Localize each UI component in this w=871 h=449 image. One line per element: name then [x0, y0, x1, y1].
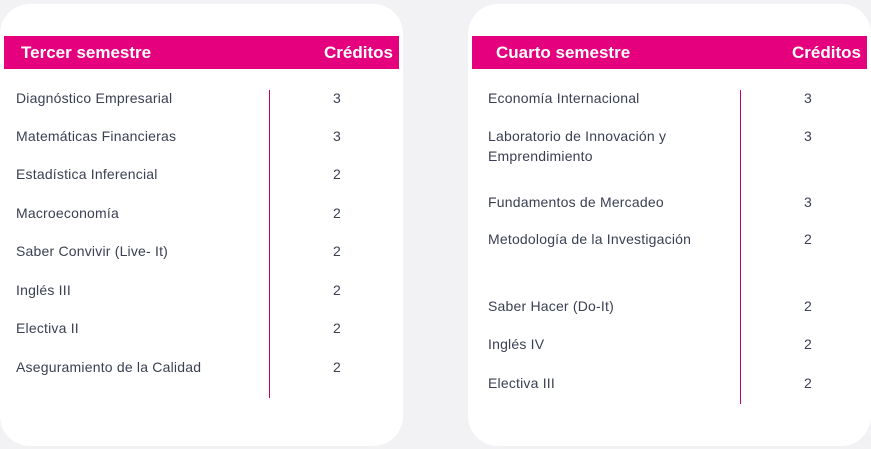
course-credits: 2 — [333, 320, 341, 336]
course-name: Diagnóstico Empresarial — [16, 90, 173, 106]
course-credits: 2 — [333, 205, 341, 221]
column-divider — [740, 90, 741, 404]
course-credits: 2 — [333, 282, 341, 298]
course-credits: 2 — [804, 231, 812, 247]
course-name: Macroeconomía — [16, 205, 119, 221]
course-name: Inglés IV — [488, 336, 545, 352]
course-name: Estadística Inferencial — [16, 166, 158, 182]
credits-column-header: Créditos — [324, 43, 393, 62]
course-name: Fundamentos de Mercadeo — [488, 194, 664, 210]
course-name: Metodología de la Investigación — [488, 231, 692, 247]
course-credits: 2 — [333, 359, 341, 375]
course-name: Inglés III — [16, 282, 71, 298]
course-credits: 2 — [804, 336, 812, 352]
course-name: Saber Hacer (Do-It) — [488, 298, 614, 314]
semester-title: Cuarto semestre — [496, 43, 631, 62]
semester-title: Tercer semestre — [21, 43, 152, 62]
course-credits: 3 — [333, 128, 341, 144]
course-name: Laboratorio de Innovación y Emprendimiento — [488, 128, 667, 164]
course-credits: 3 — [804, 194, 812, 210]
course-credits: 2 — [804, 375, 812, 391]
table-header — [4, 36, 399, 69]
column-divider — [269, 90, 270, 398]
course-credits: 3 — [804, 90, 812, 106]
semester-card-fourth — [468, 4, 871, 446]
course-name: Economía Internacional — [488, 90, 640, 106]
course-credits: 3 — [333, 90, 341, 106]
course-credits: 2 — [333, 166, 341, 182]
course-name: Electiva III — [488, 375, 555, 391]
course-credits: 2 — [333, 243, 341, 259]
course-name: Electiva II — [16, 320, 79, 336]
course-name: Saber Convivir (Live- It) — [16, 243, 169, 259]
credits-column-header: Créditos — [792, 43, 861, 62]
table-header — [472, 36, 867, 69]
course-credits: 2 — [804, 298, 812, 314]
semester-card-third — [0, 4, 403, 446]
course-name: Matemáticas Financieras — [16, 128, 177, 144]
course-credits: 3 — [804, 128, 812, 144]
course-name: Aseguramiento de la Calidad — [16, 359, 202, 375]
